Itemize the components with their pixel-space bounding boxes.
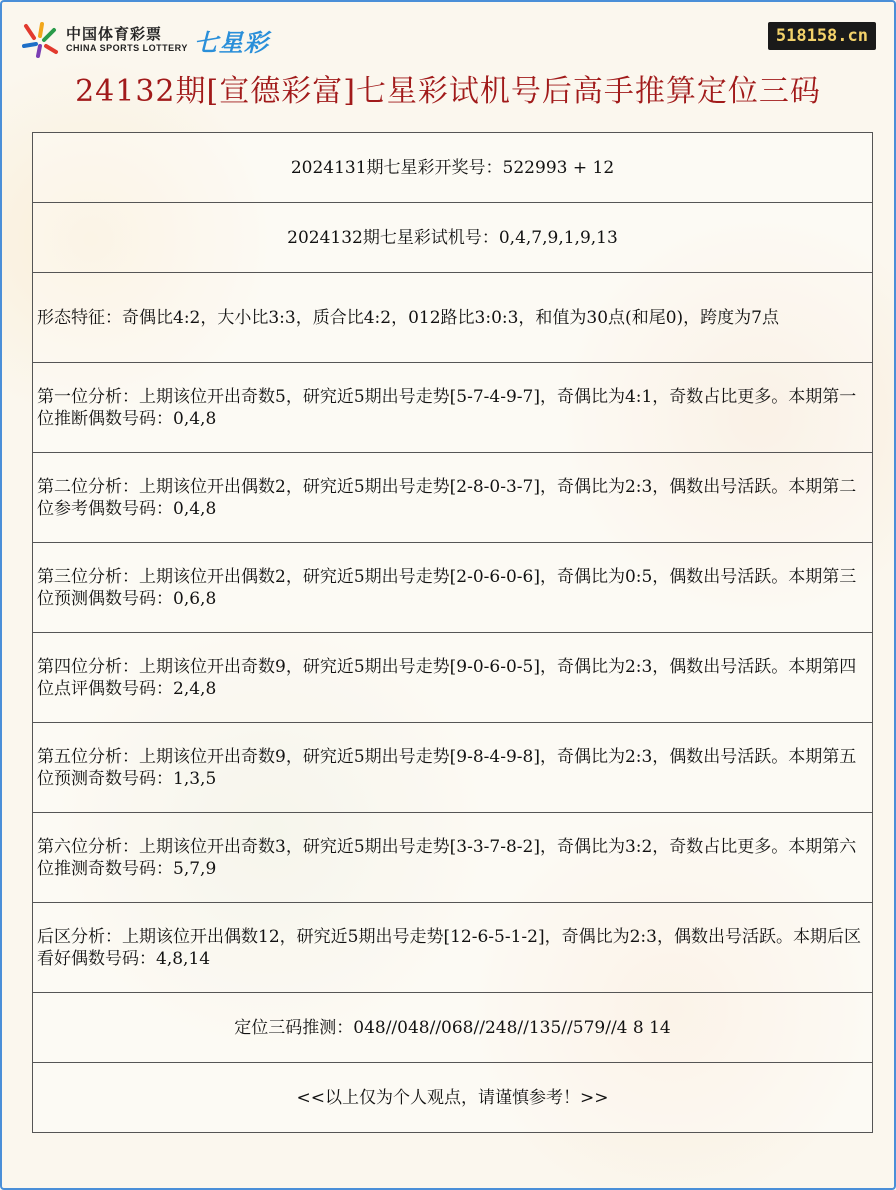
test-number-cell: 2024132期七星彩试机号：0,4,7,9,1,9,13 xyxy=(33,203,873,273)
table-row xyxy=(33,993,873,1063)
analysis-table xyxy=(32,132,873,1133)
draw-result-cell: 2024131期七星彩开奖号：522993 + 12 xyxy=(33,133,873,203)
position-6-analysis-cell: 第六位分析：上期该位开出奇数3，研究近5期出号走势[3-3-7-8-2]，奇偶比为3:2，奇数占比更多。本期第六位推测奇数号码：5,7,9 xyxy=(33,813,873,903)
lottery-logo xyxy=(20,20,269,60)
table-row xyxy=(33,203,873,273)
table-row xyxy=(33,723,873,813)
position-3-analysis-cell: 第三位分析：上期该位开出偶数2，研究近5期出号走势[2-0-6-0-6]，奇偶比为0:5，偶数出号活跃。本期第三位预测偶数号码：0,6,8 xyxy=(33,543,873,633)
table-row xyxy=(33,543,873,633)
position-2-analysis-cell: 第二位分析：上期该位开出偶数2，研究近5期出号走势[2-8-0-3-7]，奇偶比为2:3，偶数出号活跃。本期第二位参考偶数号码：0,4,8 xyxy=(33,453,873,543)
logo-english-text: CHINA SPORTS LOTTERY xyxy=(66,43,188,53)
table-row xyxy=(33,363,873,453)
table-row xyxy=(33,453,873,543)
pattern-features-cell: 形态特征：奇偶比4:2，大小比3:3，质合比4:2，012路比3:0:3，和值为30点(和尾0)，跨度为7点 xyxy=(33,273,873,363)
position-1-analysis-cell: 第一位分析：上期该位开出奇数5，研究近5期出号走势[5-7-4-9-7]，奇偶比为4:1，奇数占比更多。本期第一位推断偶数号码：0,4,8 xyxy=(33,363,873,453)
table-row xyxy=(33,633,873,723)
lottery-logo-icon xyxy=(20,20,60,60)
position-4-analysis-cell: 第四位分析：上期该位开出奇数9，研究近5期出号走势[9-0-6-0-5]，奇偶比为2:3，偶数出号活跃。本期第四位点评偶数号码：2,4,8 xyxy=(33,633,873,723)
logo-chinese-text: 中国体育彩票 xyxy=(66,26,163,43)
table-row xyxy=(33,273,873,363)
disclaimer-cell: <<以上仅为个人观点，请谨慎参考！>> xyxy=(33,1063,873,1133)
table-row xyxy=(33,1063,873,1133)
logo-brand-text: 七星彩 xyxy=(193,28,269,57)
site-badge[interactable]: 518158.cn xyxy=(768,22,876,50)
back-zone-analysis-cell: 后区分析：上期该位开出偶数12，研究近5期出号走势[12-6-5-1-2]，奇偶比为2:3，偶数出号活跃。本期后区看好偶数号码：4,8,14 xyxy=(33,903,873,993)
table-row xyxy=(33,903,873,993)
page-title: 24132期[宣德彩富]七星彩试机号后高手推算定位三码 xyxy=(75,74,821,109)
position-5-analysis-cell: 第五位分析：上期该位开出奇数9，研究近5期出号走势[9-8-4-9-8]，奇偶比为2:3，偶数出号活跃。本期第五位预测奇数号码：1,3,5 xyxy=(33,723,873,813)
table-row xyxy=(33,813,873,903)
table-row xyxy=(33,133,873,203)
prediction-cell: 定位三码推测：048//048//068//248//135//579//4 8 14 xyxy=(33,993,873,1063)
